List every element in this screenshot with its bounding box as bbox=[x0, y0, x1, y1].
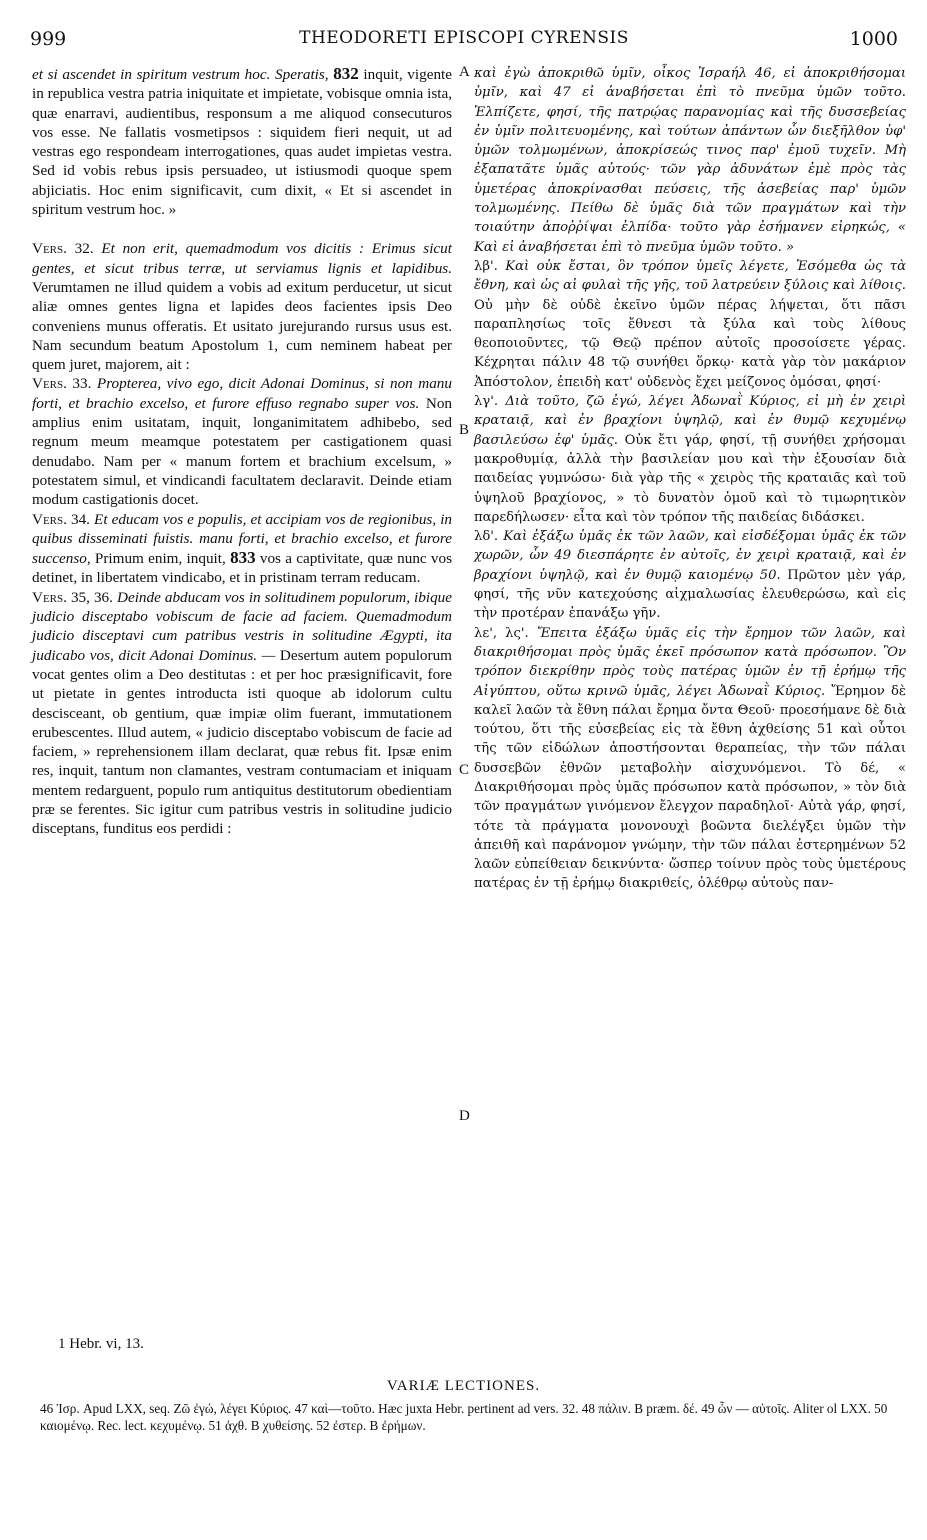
latin-verse-34 bbox=[32, 510, 452, 588]
latin-verse-32 bbox=[32, 239, 452, 374]
verse-lemma: Καὶ ἐξάξω ὑμᾶς ἐκ τῶν λαῶν, καὶ εἰσδέξομαι ὑμᾶς ἐκ τῶν χωρῶν, ὧν 49 διεσπάρητε ἐν αὐτοῖς, ἐν χειρὶ κραταιᾷ, καὶ ἐν βραχίονι ὑψηλῷ, καὶ ἐν θυμῷ καιομένῳ 50. bbox=[474, 529, 906, 583]
variae-lectiones bbox=[40, 1400, 900, 1434]
verse-commentary: vos a captivitate, quæ nunc vos detinet, in libertatem vindicabo, et in pristinam terram reducam. bbox=[32, 550, 453, 587]
verse-label: Vers. 32. bbox=[32, 240, 94, 258]
verse-label: λγ'. bbox=[474, 394, 499, 410]
section-marker-d: D bbox=[459, 1108, 470, 1124]
greek-paragraph bbox=[474, 64, 906, 257]
running-header bbox=[30, 28, 898, 54]
verse-lemma: Et non erit, quemadmodum vos dicitis : Erimus sicut gentes, et sicut tribus terræ, ut serviamus lignis et lapidibus. bbox=[32, 240, 452, 277]
verse-label: Vers. 33. bbox=[32, 375, 92, 393]
verse-label: λβ'. bbox=[474, 258, 498, 274]
verse-commentary: Primum enim, inquit, bbox=[94, 550, 226, 568]
variae-lectiones-text: 46 Ἰσρ. Apud LXX, seq. Ζῶ ἐγώ, λέγει Κύριος. 47 καὶ—τοῦτο. Hæc juxta Hebr. pertinent ad vers. 32. 48 πάλιν. B præm. δέ. 49 ὧν — αὐτοῖς. Aliter ol LXX. 50 καιομένῳ. Rec. lect. κεχυμένῳ. 51 ἀχθ. B χυθείσης. 52 ἐστερ. B ἐρήμων. bbox=[40, 1401, 888, 1433]
verse-lemma: Propterea, vivo ego, dicit Adonai Dominus, si non manu forti, et brachio excelso, et furore effuso regnabo super vos. bbox=[32, 375, 452, 412]
footnote: 1 Hebr. vi, 13. bbox=[58, 1336, 144, 1352]
verse-commentary: Οὐ μὴν δὲ οὐδὲ ἐκεῖνο ὑμῶν πέρας λήψεται, ὅτι πᾶσι παραπλησίως τοῖς ἔθνεσι τὰ ξύλα καὶ τοὺς λίθους θεοποιοῦντες, τῷ Θεῷ πρέπον αὐτοῖς προσοίσετε γέρας. Κέχρηται πάλιν 48 τῷ συνήθει ὅρκῳ· κατὰ γὰρ τὸν μακάριον Ἀπόστολον, ἐπειδὴ κατ' οὐδενὸς ἔχει μείζονος ὀμόσαι, φησί· bbox=[474, 297, 906, 390]
greek-verse-34 bbox=[474, 527, 906, 623]
verse-lemma: Ἔπειτα ἐξάξω ὑμᾶς εἰς τὴν ἔρημον τῶν λαῶν, καὶ διακριθήσομαι πρὸς ὑμᾶς ἐκεῖ πρόσωπον κατὰ πρόσωπον. Ὃν τρόπον διεκρίθην πρὸς τοὺς πατέρας ὑμῶν ἐν τῇ ἐρήμῳ τῆς Αἰγύπτου, οὕτω κρινῶ ὑμᾶς, λέγει Ἀδωναῒ Κύριος. bbox=[474, 625, 906, 699]
verse-commentary: Non amplius enim usitatam, inquit, longanimitatem adhibebo, sed regnum meum meamque potestatem per castigationem quasi denudabo. Nam per « manum fortem et brachium excelsum, » potestatem simul, et vindicandi facultatem declaravit. Deinde etiam modum castigationis docet. bbox=[32, 394, 453, 509]
variae-lectiones-title: VARIÆ LECTIONES. bbox=[386, 1378, 541, 1394]
verse-lemma: Deinde abducam vos in solitudinem populorum, ibique judicio disceptabo vobiscum de facie ad faciem. Quemadmodum judicio disceptavi cum patribus vestris in solitudine Ægypti, ita judicabo vos, dicit Adonai Dominus. — bbox=[32, 588, 452, 664]
verse-commentary: Desertum autem populorum vocat gentes olim a Deo destitutas : et per hoc præsignificavit, fore ut pietate in gentes introducta isti quoque ab idolorum cultu descisceant, ob gentium, quæ impiæ olim fuerant, immutationem erubescentes. Illud autem, « judicio disceptabo vobiscum de facie ad faciem, » reprehensionem illam declarat, quæ rebus fit. Ipsæ enim res, inquit, tantum non clamantes, vestram contumaciam et iniquam mentem redarguent, populo rum antiquitus destitutorum obedientiam præ se ferentes. Sic igitur cum patribus vestris in solitudine judicio disceptans, funditus eos perdidi : bbox=[32, 646, 452, 838]
section-marker-b: B bbox=[459, 422, 470, 438]
greek-verse-35-36 bbox=[474, 624, 906, 894]
latin-verse-33 bbox=[32, 374, 452, 509]
latin-lemma: et si ascendet in spiritum vestrum hoc. Speratis, bbox=[32, 66, 329, 83]
section-marker-c: C bbox=[459, 762, 470, 778]
verse-commentary: Πρῶτον μὲν γάρ, φησί, τῆς νῦν κατεχούσης αἰχμαλωσίας ἐλευθερώσω, καὶ εἰς τὴν προτέραν ἐπανάξω γῆν. bbox=[474, 567, 906, 622]
greek-verse-33 bbox=[474, 392, 906, 527]
verse-label: λε', λς'. bbox=[474, 625, 529, 641]
verse-label: Vers. 34. bbox=[32, 510, 90, 528]
latin-text: inquit, vigente in republica vestra patria iniquitate et impietate, vobisque omnia ista, quæ enarravi, audientibus, responsum a me aliquod consecuturos vos esse. Ne fallatis vosmetipsos : siquidem fieri nequit, ut ad vestras ego respondeam interrogationes, quas audet impietas vestra. Sed id vobis rebus ipsis persuadeo, ut istiusmodi quoque spem abjiciatis. Hoc enim significavit, cum dixit, « Et si ascendet in spiritum vestrum hoc. » bbox=[32, 66, 453, 219]
verse-commentary: Οὐκ ἔτι γάρ, φησί, τῇ συνήθει χρήσομαι μακροθυμίᾳ, ἀλλὰ τὴν βασιλείαν μου καὶ τὴν ἐξουσίαν διὰ παιδείας γυμνώσω· διὰ γὰρ τῆς « χειρὸς τῆς κραταιᾶς καὶ τοῦ ὑψηλοῦ βραχίονος, » τὸ δυνατὸν ὁμοῦ καὶ τὸ τιμωρητικὸν παρεδήλωσεν· εἶτα καὶ τὸν τρόπον τῆς παιδείας διδάσκει. bbox=[474, 432, 906, 525]
latin-verse-35-36 bbox=[32, 588, 452, 839]
verse-lemma: Et educam vos e populis, et accipiam vos de regionibus, in quibus disseminati fuistis. manu forti, et brachio excelso, et furore succenso, bbox=[32, 510, 453, 568]
verse-commentary: Verumtamen ne illud quidem a vobis ad exitum perducetur, ut sicut aliæ omnes gentes ligna et lapides deos facientes ipsis Deo conveniens munus offeratis. Et usitato jurejurando rursus usus est. Nam secundum beatum Apostolum 1, cum neminem habeat per quem juret, majorem, ait : bbox=[32, 278, 452, 374]
page-number-left: 999 bbox=[30, 28, 67, 50]
verse-label: Vers. 35, 36. bbox=[32, 588, 113, 606]
greek-text: καὶ ἐγὼ ἀποκριθῶ ὑμῖν, οἶκος Ἰσραήλ 46, εἰ ἀποκριθήσομαι ὑμῖν, καὶ 47 εἰ ἀναβήσεται ἐπὶ τὸ πνεῦμα ὑμῶν τοῦτο. Ἐλπίζετε, φησί, τῆς πατρῴας παρανομίας καὶ τῆς δυσσεβείας ἐν ὑμῖν πολιτευομένης, καὶ τούτων ἁπάντων ὧν διεξῆλθον ὑφ' ὑμῶν τολμωμένων, ἀποκρίσεώς τινος παρ' ἐμοῦ τυχεῖν. Μὴ ἐξαπατᾶτε ὑμᾶς αὐτούς· τῶν γὰρ ἀδυνάτων ἐμὲ πρὸς τὰς ὑμετέρας ἀποκρίνασθαι πεύσεις, τῆς ἀσεβείας παρ' ὑμῶν τολμωμένης. Πείθω δὲ ὑμᾶς διὰ τῶν πραγμάτων καὶ τὴν τοιαύτην ἀποῤῥίψαι ἐλπίδα· τοῦτο γὰρ ἐσήμανεν εἰρηκώς, « Καὶ εἰ ἀναβήσεται ἐπὶ τὸ πνεῦμα ὑμῶν τοῦτο. » bbox=[474, 66, 906, 255]
verse-commentary: Ἔρημον δὲ καλεῖ λαῶν τὰ ἔθνη πάλαι ἔρημα ὄντα Θεοῦ· προεσήμανε δὲ διὰ τούτου, ὅτι τῆς εὐσεβείας εἰς τὰ ἔθνη ἀχθείσης 51 καὶ οὗτοι τῆς τῶν εἰδώλων ἀποστήσονται θεραπείας, τὴν τῶν πάλαι δυσσεβῶν ἐθνῶν μεταβολὴν αἰσχυνόμενοι. Τὸ δέ, « Διακριθήσομαι πρὸς ὑμᾶς πρόσωπον κατὰ πρόσωπον, » τὸν διὰ τῶν πραγμάτων γινόμενον ἔλεγχον παραδηλοῖ· Αὐτὰ γάρ, φησί, τότε τὰ πράγματα μονονουχὶ βοῶντα διελέγξει ὑμῶν τὴν ἀπειθῆ καὶ παράνομον γνώμην, τὴν τῶν πάλαι ἐστερημένων 52 λαῶν εὐπείθειαν δεικνύντα· ὥσπερ τοίνυν πρὸς τοὺς ὑμετέρους πατέρας ἐν τῇ ἐρήμῳ διακριθείς, ὀλέθρῳ αὐτοὺς παν- bbox=[474, 683, 906, 892]
greek-column bbox=[474, 64, 906, 894]
latin-column bbox=[32, 64, 452, 839]
greek-verse-32 bbox=[474, 257, 906, 392]
page-number-right: 1000 bbox=[849, 28, 898, 50]
verse-label: λδ'. bbox=[474, 529, 499, 545]
column-number: 833 bbox=[230, 548, 256, 568]
verse-lemma: Καὶ οὐκ ἔσται, ὃν τρόπον ὑμεῖς λέγετε, Ἐσόμεθα ὡς τὰ ἔθνη, καὶ ὡς αἱ φυλαὶ τῆς γῆς, τοῦ λατρεύειν ξύλοις καὶ λίθοις. bbox=[474, 258, 907, 294]
column-number: 832 bbox=[333, 64, 359, 83]
verse-lemma: Διὰ τοῦτο, ζῶ ἐγώ, λέγει Ἀδωναῒ Κύριος, εἰ μὴ ἐν χειρὶ κραταιᾷ, καὶ ἐν βραχίονι ὑψηλῷ, καὶ ἐν θυμῷ κεχυμένῳ βασιλεύσω ἐφ' ὑμᾶς. bbox=[474, 394, 906, 448]
latin-paragraph bbox=[32, 64, 452, 219]
section-marker-a: A bbox=[459, 64, 470, 80]
running-title: THEODORETI EPISCOPI CYRENSIS bbox=[299, 28, 629, 48]
